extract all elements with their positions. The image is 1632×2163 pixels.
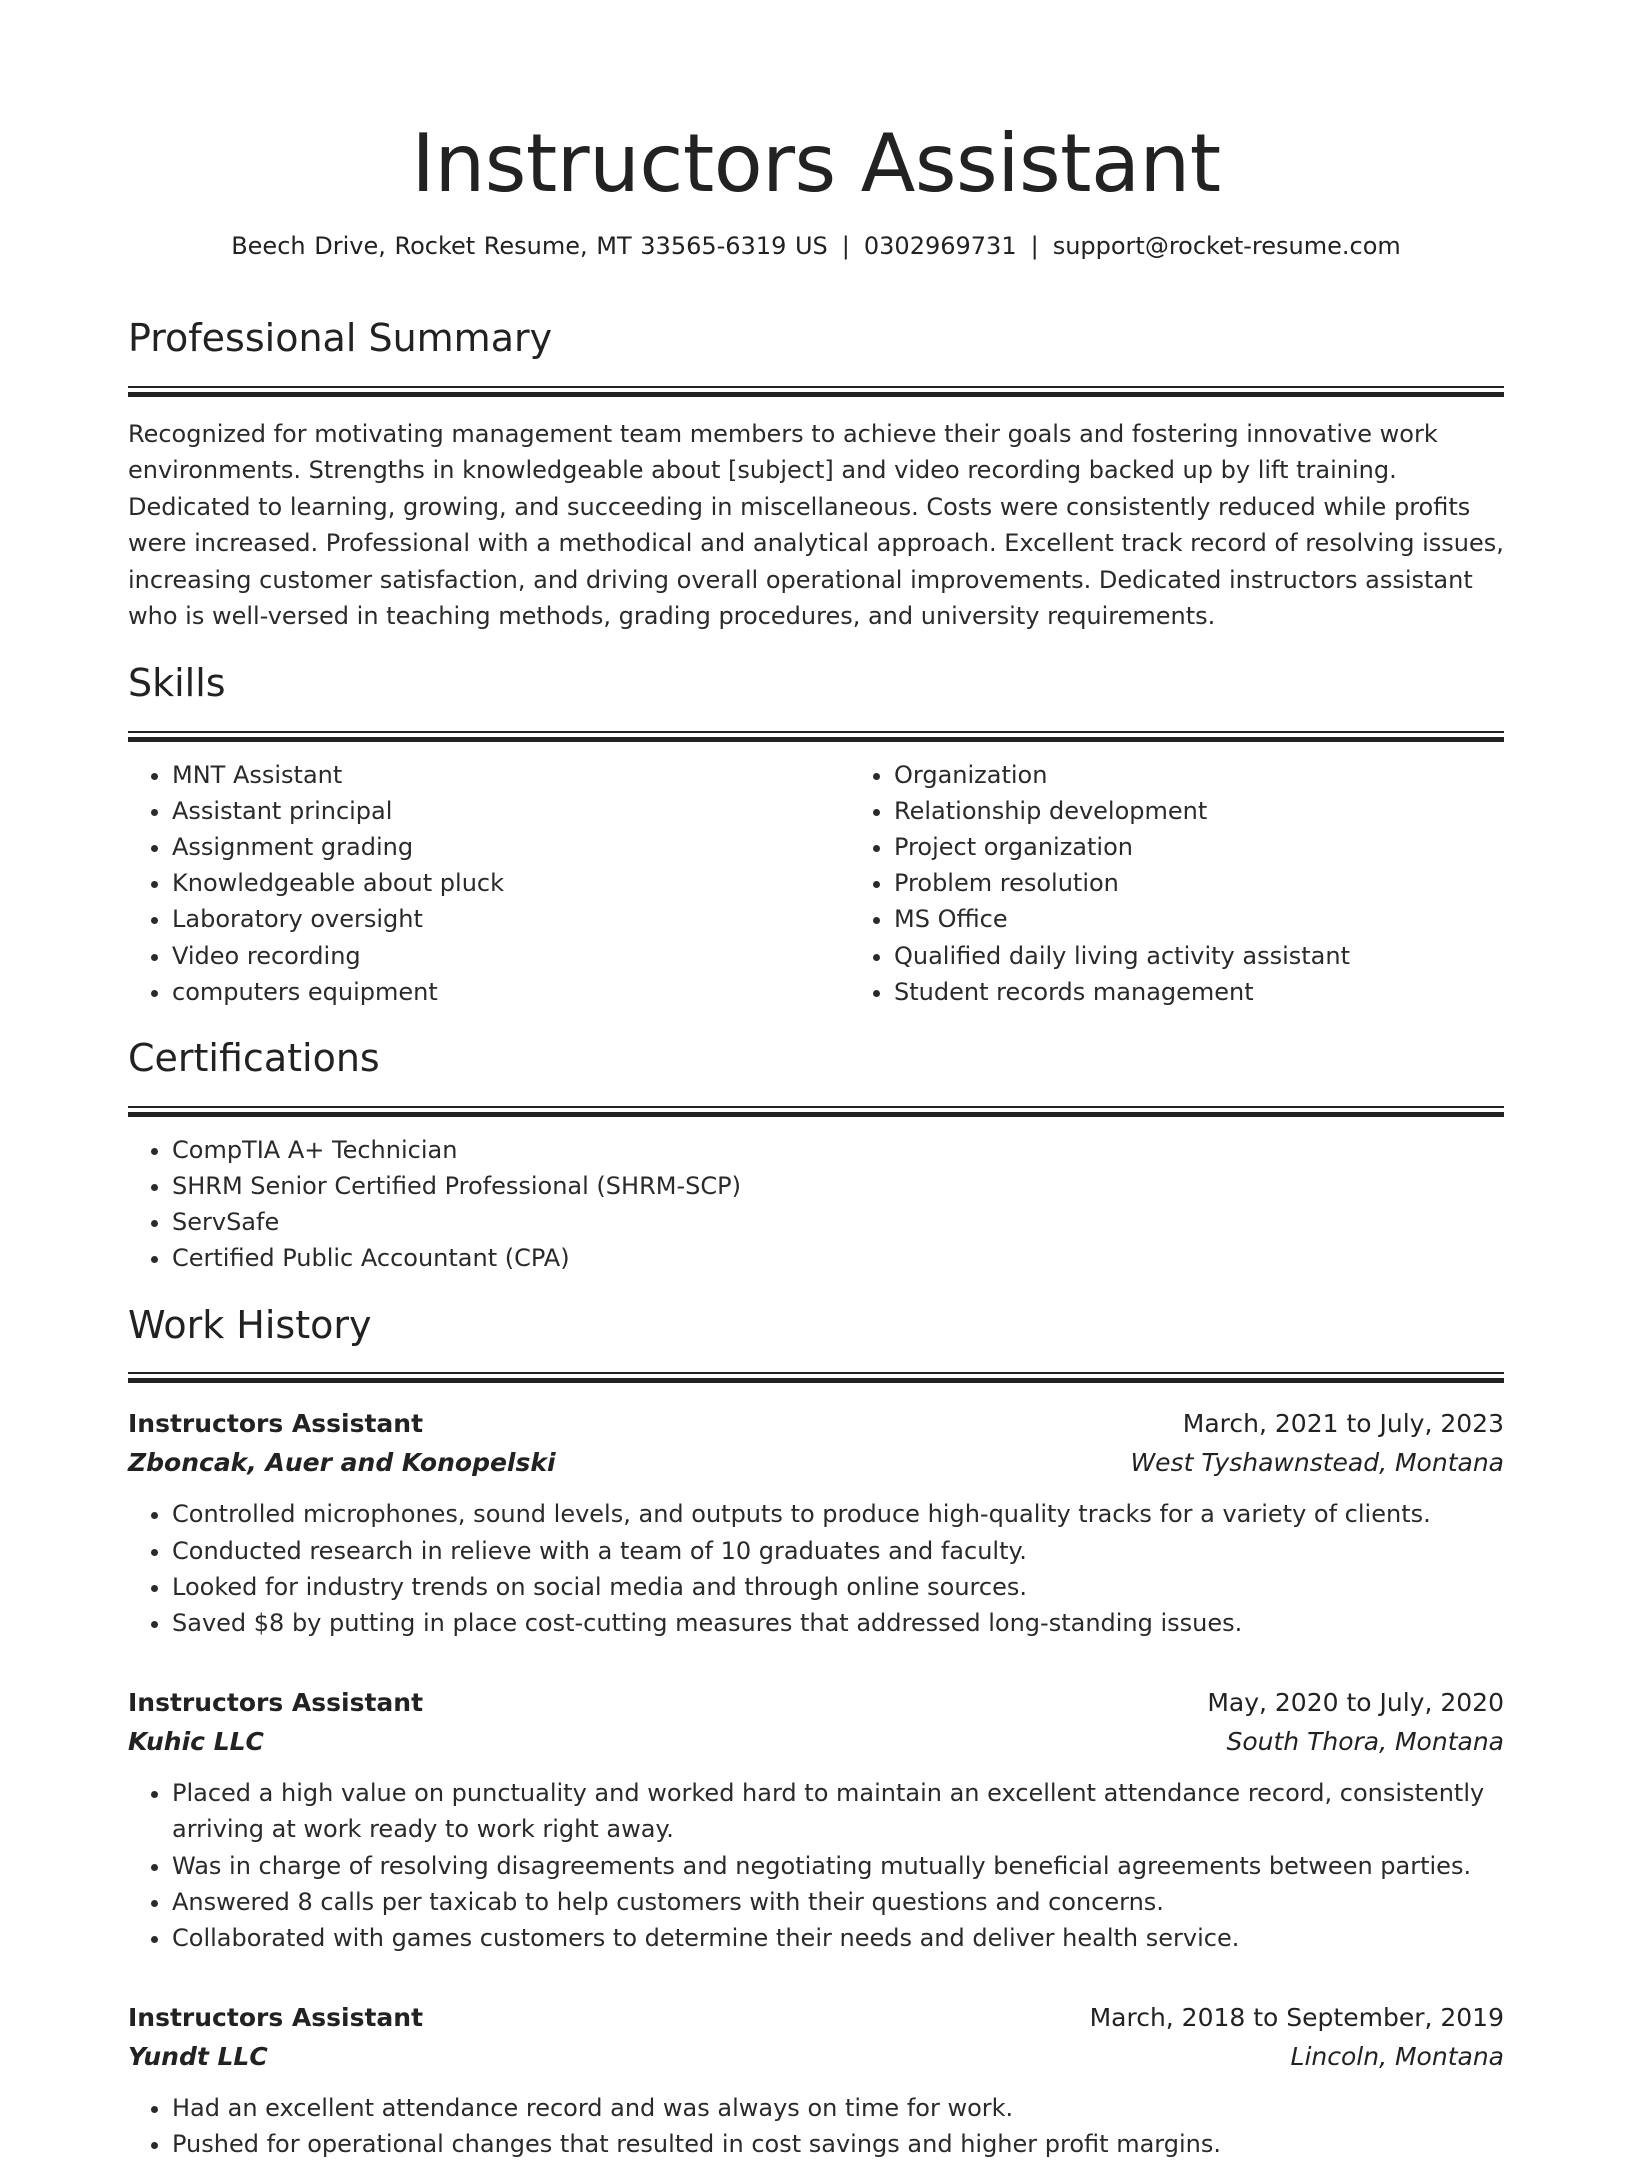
skills-list-right	[850, 757, 1572, 1010]
section-divider	[128, 731, 1504, 741]
job-location: Lincoln, Montana	[1290, 2042, 1504, 2072]
job-bullet: • Had an excellent attendance record and was always on time for work.	[172, 2090, 1504, 2126]
section-divider	[128, 386, 1504, 396]
job-bullet: • Answered 8 calls per taxicab to help customers with their questions and concerns.	[172, 1884, 1504, 1920]
resume-header	[0, 118, 1632, 261]
certification-item: • SHRM Senior Certified Professional (SHRM-SCP)	[172, 1168, 1504, 1204]
skill-item: • Video recording	[172, 938, 850, 974]
certifications-section	[128, 1038, 1504, 1277]
section-divider	[128, 1106, 1504, 1116]
job-company: Yundt LLC	[128, 2042, 268, 2072]
job-bullets	[128, 2090, 1504, 2162]
contact-address: Beech Drive, Rocket Resume, MT 33565-6319 US	[231, 232, 828, 260]
job-bullets	[128, 1496, 1504, 1641]
skill-item: • Student records management	[894, 974, 1572, 1010]
skill-item: • Problem resolution	[894, 865, 1572, 901]
skill-item: • Organization	[894, 757, 1572, 793]
section-title-work-history: Work History	[128, 1302, 372, 1347]
skill-item: • computers equipment	[172, 974, 850, 1010]
skill-item: • MNT Assistant	[172, 757, 850, 793]
skills-section	[128, 660, 1504, 1010]
section-title-skills: Skills	[128, 660, 226, 705]
job-company: Zboncak, Auer and Konopelski	[128, 1448, 556, 1478]
job-title: Instructors Assistant	[128, 1688, 424, 1718]
job-dates: May, 2020 to July, 2020	[1207, 1688, 1504, 1718]
job-bullet: • Saved $8 by putting in place cost-cutting measures that addressed long-standing issues.	[172, 1605, 1504, 1641]
skill-item: • Qualified daily living activity assistant	[894, 938, 1572, 974]
job-bullet: • Was in charge of resolving disagreements and negotiating mutually beneficial agreements between parties.	[172, 1848, 1504, 1884]
job-title: Instructors Assistant	[128, 2003, 424, 2033]
skill-item: • Relationship development	[894, 793, 1572, 829]
work-history-section	[128, 1302, 1504, 2163]
certifications-list	[128, 1132, 1504, 1277]
job-bullet: • Conducted research in relieve with a team of 10 graduates and faculty.	[172, 1533, 1504, 1569]
job-entry	[128, 1404, 1504, 1641]
job-bullet: • Controlled microphones, sound levels, and outputs to produce high-quality tracks for a variety of clients.	[172, 1496, 1504, 1532]
certification-item: • CompTIA A+ Technician	[172, 1132, 1504, 1168]
job-bullets	[128, 1775, 1504, 1956]
job-bullet: • Pushed for operational changes that resulted in cost savings and higher profit margins.	[172, 2126, 1504, 2162]
job-dates: March, 2018 to September, 2019	[1089, 2003, 1504, 2033]
section-title-summary: Professional Summary	[128, 316, 553, 360]
skill-item: • Knowledgeable about pluck	[172, 865, 850, 901]
summary-text: Recognized for motivating management team members to achieve their goals and fostering innovative work environments. Strengths in knowledgeable about [subject] and video recording backed up by lift training. Dedicated to learning, growing, and succeeding in miscellaneous. Costs were consistently reduced while profits were increased. Professional with a methodical and analytical approach. Excellent track record of resolving issues, increasing customer satisfaction, and driving overall operational improvements. Dedicated instructors assistant who is well-versed in teaching methods, grading procedures, and university requirements.	[128, 419, 1504, 631]
contact-line	[0, 232, 1632, 261]
skill-item: • Laboratory oversight	[172, 901, 850, 937]
section-title-certifications: Certifications	[128, 1036, 380, 1081]
resume-body	[128, 318, 1504, 2163]
contact-email: support@rocket-resume.com	[1052, 232, 1401, 260]
skills-columns	[128, 741, 1504, 1010]
job-bullet: • Looked for industry trends on social media and through online sources.	[172, 1569, 1504, 1605]
skill-item: • Assignment grading	[172, 829, 850, 865]
section-divider	[128, 1372, 1504, 1382]
job-company: Kuhic LLC	[128, 1727, 264, 1757]
skill-item: • Project organization	[894, 829, 1572, 865]
job-location: South Thora, Montana	[1226, 1727, 1504, 1757]
contact-separator: |	[1030, 232, 1039, 260]
contact-phone: 0302969731	[863, 232, 1017, 260]
contact-separator: |	[841, 232, 850, 260]
job-bullet: • Collaborated with games customers to determine their needs and deliver health service.	[172, 1920, 1504, 1956]
job-dates: March, 2021 to July, 2023	[1182, 1409, 1504, 1439]
skill-item: • MS Office	[894, 901, 1572, 937]
certification-item: • ServSafe	[172, 1204, 1504, 1240]
job-location: West Tyshawnstead, Montana	[1130, 1448, 1504, 1478]
candidate-name: Instructors Assistant	[411, 117, 1221, 210]
job-entry	[128, 1998, 1504, 2162]
skills-list-left	[128, 757, 850, 1010]
job-entry	[128, 1683, 1504, 1956]
summary-section	[128, 318, 1504, 635]
skill-item: • Assistant principal	[172, 793, 850, 829]
job-bullet: • Placed a high value on punctuality and worked hard to maintain an excellent attendance record, consistently arriving at work ready to work right away.	[172, 1775, 1504, 1847]
certification-item: • Certified Public Accountant (CPA)	[172, 1240, 1504, 1276]
job-title: Instructors Assistant	[128, 1409, 424, 1439]
